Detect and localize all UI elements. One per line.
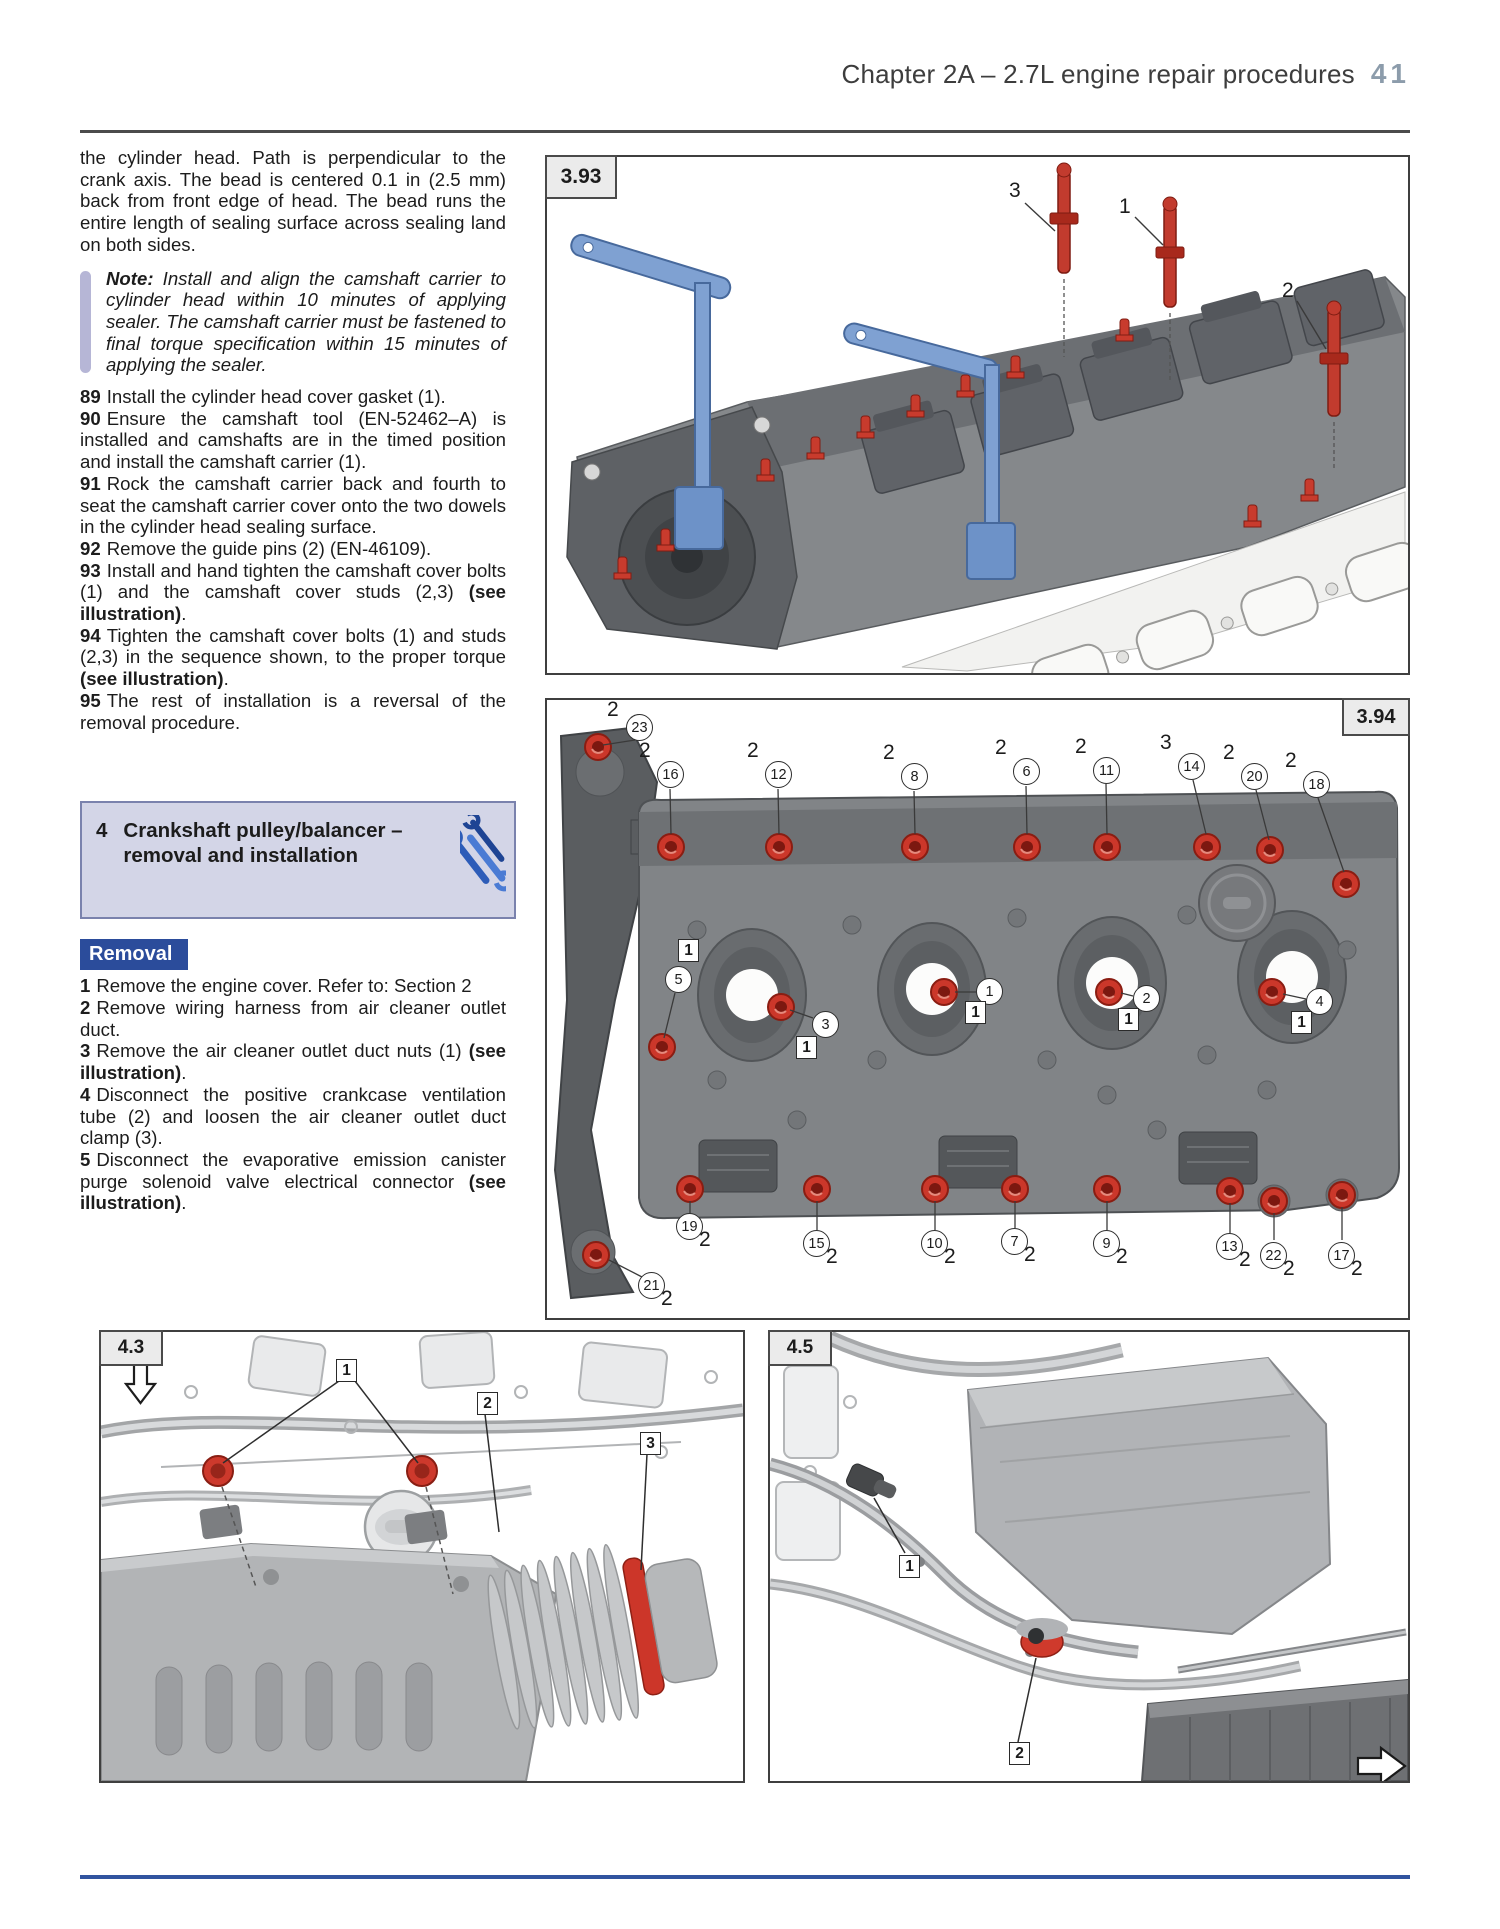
bolt-type-box: 1	[678, 939, 699, 962]
removal-heading: Removal	[80, 939, 188, 970]
section-number: 4	[96, 819, 108, 843]
sequence-3: 3	[812, 1011, 839, 1038]
callout-3: 3	[640, 1432, 661, 1455]
figure-394-torque-sequence	[545, 698, 1410, 1320]
down-arrow-icon	[126, 1360, 155, 1403]
header-rule	[80, 130, 1410, 133]
sequence-14: 14	[1178, 753, 1205, 780]
step-92: 92 Remove the guide pins (2) (EN-46109).	[80, 537, 432, 559]
figure-label: 3.93	[545, 155, 617, 199]
wrench-icon	[460, 815, 506, 906]
sequence-19: 19	[676, 1213, 703, 1240]
callout-2: 2	[1282, 279, 1294, 302]
bolt-type: 2	[1024, 1243, 1036, 1266]
sequence-1: 1	[976, 978, 1003, 1005]
page-number: 41	[1370, 58, 1410, 89]
callout-1: 1	[336, 1359, 357, 1382]
bolt-type: 2	[944, 1245, 956, 1268]
sequence-5: 5	[665, 966, 692, 993]
step-89: 89 Install the cylinder head cover gasket (1).	[80, 386, 446, 408]
callout-1: 1	[1119, 195, 1131, 218]
figure-45-purge-solenoid	[768, 1330, 1410, 1783]
sequence-22: 22	[1260, 1242, 1287, 1269]
sequence-18: 18	[1303, 771, 1330, 798]
sequence-2: 2	[1133, 985, 1160, 1012]
sequence-21: 21	[638, 1272, 665, 1299]
note-text: Install and align the camshaft carrier to cylinder head within 10 minutes of applying sealer. The camshaft carrier must be fastened to final torque specification within 15 minutes of applying the sealer.	[106, 267, 506, 376]
sequence-11: 11	[1093, 757, 1120, 784]
chapter-title: Chapter 2A – 2.7L engine repair procedures	[841, 59, 1355, 89]
sequence-20: 20	[1241, 763, 1268, 790]
callout-3: 3	[1009, 179, 1021, 202]
left-column	[80, 147, 506, 1214]
bolt-type: 2	[1351, 1257, 1363, 1280]
note-label: Note:	[106, 267, 154, 289]
bolt-type: 2	[883, 741, 895, 764]
sequence-16: 16	[657, 761, 684, 788]
figure-label: 4.5	[768, 1330, 832, 1366]
sequence-9: 9	[1093, 1230, 1120, 1257]
footer-rule	[80, 1875, 1410, 1879]
section-heading-box	[80, 801, 516, 919]
figure-43-air-cleaner-duct	[99, 1330, 745, 1783]
bolt-type-box: 1	[1118, 1008, 1139, 1031]
intro-paragraph: the cylinder head. Path is perpendicular to the crank axis. The bead is centered 0.1 in (2.5 mm) back from front edge of head. The bead runs the entire length of sealing surface across sealing land on both sides.	[80, 147, 506, 255]
bolt-type: 2	[639, 739, 651, 762]
sequence-10: 10	[921, 1230, 948, 1257]
figure-393-camshaft-carrier	[545, 155, 1410, 675]
figure-label: 4.3	[99, 1330, 163, 1366]
sequence-17: 17	[1328, 1242, 1355, 1269]
bolt-type: 2	[1283, 1257, 1295, 1280]
bolt-type: 2	[1285, 749, 1297, 772]
bolt-type-box: 1	[796, 1036, 817, 1059]
engine-bay-illustration	[101, 1332, 743, 1781]
callout-1: 1	[899, 1555, 920, 1578]
step-95: 95 The rest of installation is a reversal of the removal procedure.	[80, 689, 506, 733]
bolt-type: 2	[995, 736, 1007, 759]
section-title: Crankshaft pulley/balancer – removal and installation	[123, 819, 403, 868]
bolt-type: 3	[1160, 731, 1172, 754]
bolt-type: 2	[826, 1245, 838, 1268]
sequence-15: 15	[803, 1230, 830, 1257]
sequence-7: 7	[1001, 1228, 1028, 1255]
step-2: 2 Remove wiring harness from air cleaner outlet duct.	[80, 996, 506, 1040]
sequence-23: 23	[626, 714, 653, 741]
stud-3	[1050, 163, 1078, 357]
step-4: 4 Disconnect the positive crankcase ventilation tube (2) and loosen the air cleaner outlet duct clamp (3).	[80, 1083, 506, 1149]
bolt-type: 2	[1075, 735, 1087, 758]
sequence-4: 4	[1306, 988, 1333, 1015]
bolt-type: 2	[1116, 1245, 1128, 1268]
note-block	[80, 268, 506, 377]
bolt-type-box: 1	[1291, 1011, 1312, 1034]
callout-2: 2	[477, 1392, 498, 1415]
sequence-12: 12	[765, 761, 792, 788]
sequence-8: 8	[901, 763, 928, 790]
step-1: 1 Remove the engine cover. Refer to: Section 2	[80, 975, 472, 997]
bolt-type: 2	[699, 1228, 711, 1251]
bolt-type: 2	[1239, 1248, 1251, 1271]
page-header	[80, 58, 1410, 90]
step-91: 91 Rock the camshaft carrier back and fourth to seat the camshaft carrier cover onto the two dowels in the cylinder head sealing surface.	[80, 472, 506, 538]
step-93: 93 Install and hand tighten the camshaft cover bolts (1) and the camshaft cover studs (2,3) (see illustration).	[80, 559, 506, 625]
sequence-6: 6	[1013, 758, 1040, 785]
bolt-type-box: 1	[965, 1001, 986, 1024]
sequence-13: 13	[1216, 1233, 1243, 1260]
callout-2: 2	[1009, 1742, 1030, 1765]
step-3: 3 Remove the air cleaner outlet duct nuts (1) (see illustration).	[80, 1040, 506, 1084]
bolt-type: 2	[661, 1287, 673, 1310]
engine-illustration	[547, 157, 1408, 673]
bolt-type: 2	[607, 698, 619, 721]
engine-bay-illustration	[770, 1332, 1408, 1781]
step-90: 90 Ensure the camshaft tool (EN-52462–A) is installed and camshafts are in the timed position and install the camshaft carrier (1).	[80, 407, 506, 473]
note-bar	[80, 271, 91, 374]
figure-label: 3.94	[1342, 698, 1410, 736]
bolt-type: 2	[1223, 741, 1235, 764]
bolt-type: 2	[747, 739, 759, 762]
step-94: 94 Tighten the camshaft cover bolts (1) and studs (2,3) in the sequence shown, to the proper torque (see illustration).	[80, 624, 506, 690]
step-5: 5 Disconnect the evaporative emission canister purge solenoid valve electrical connector (see illustration).	[80, 1148, 506, 1214]
